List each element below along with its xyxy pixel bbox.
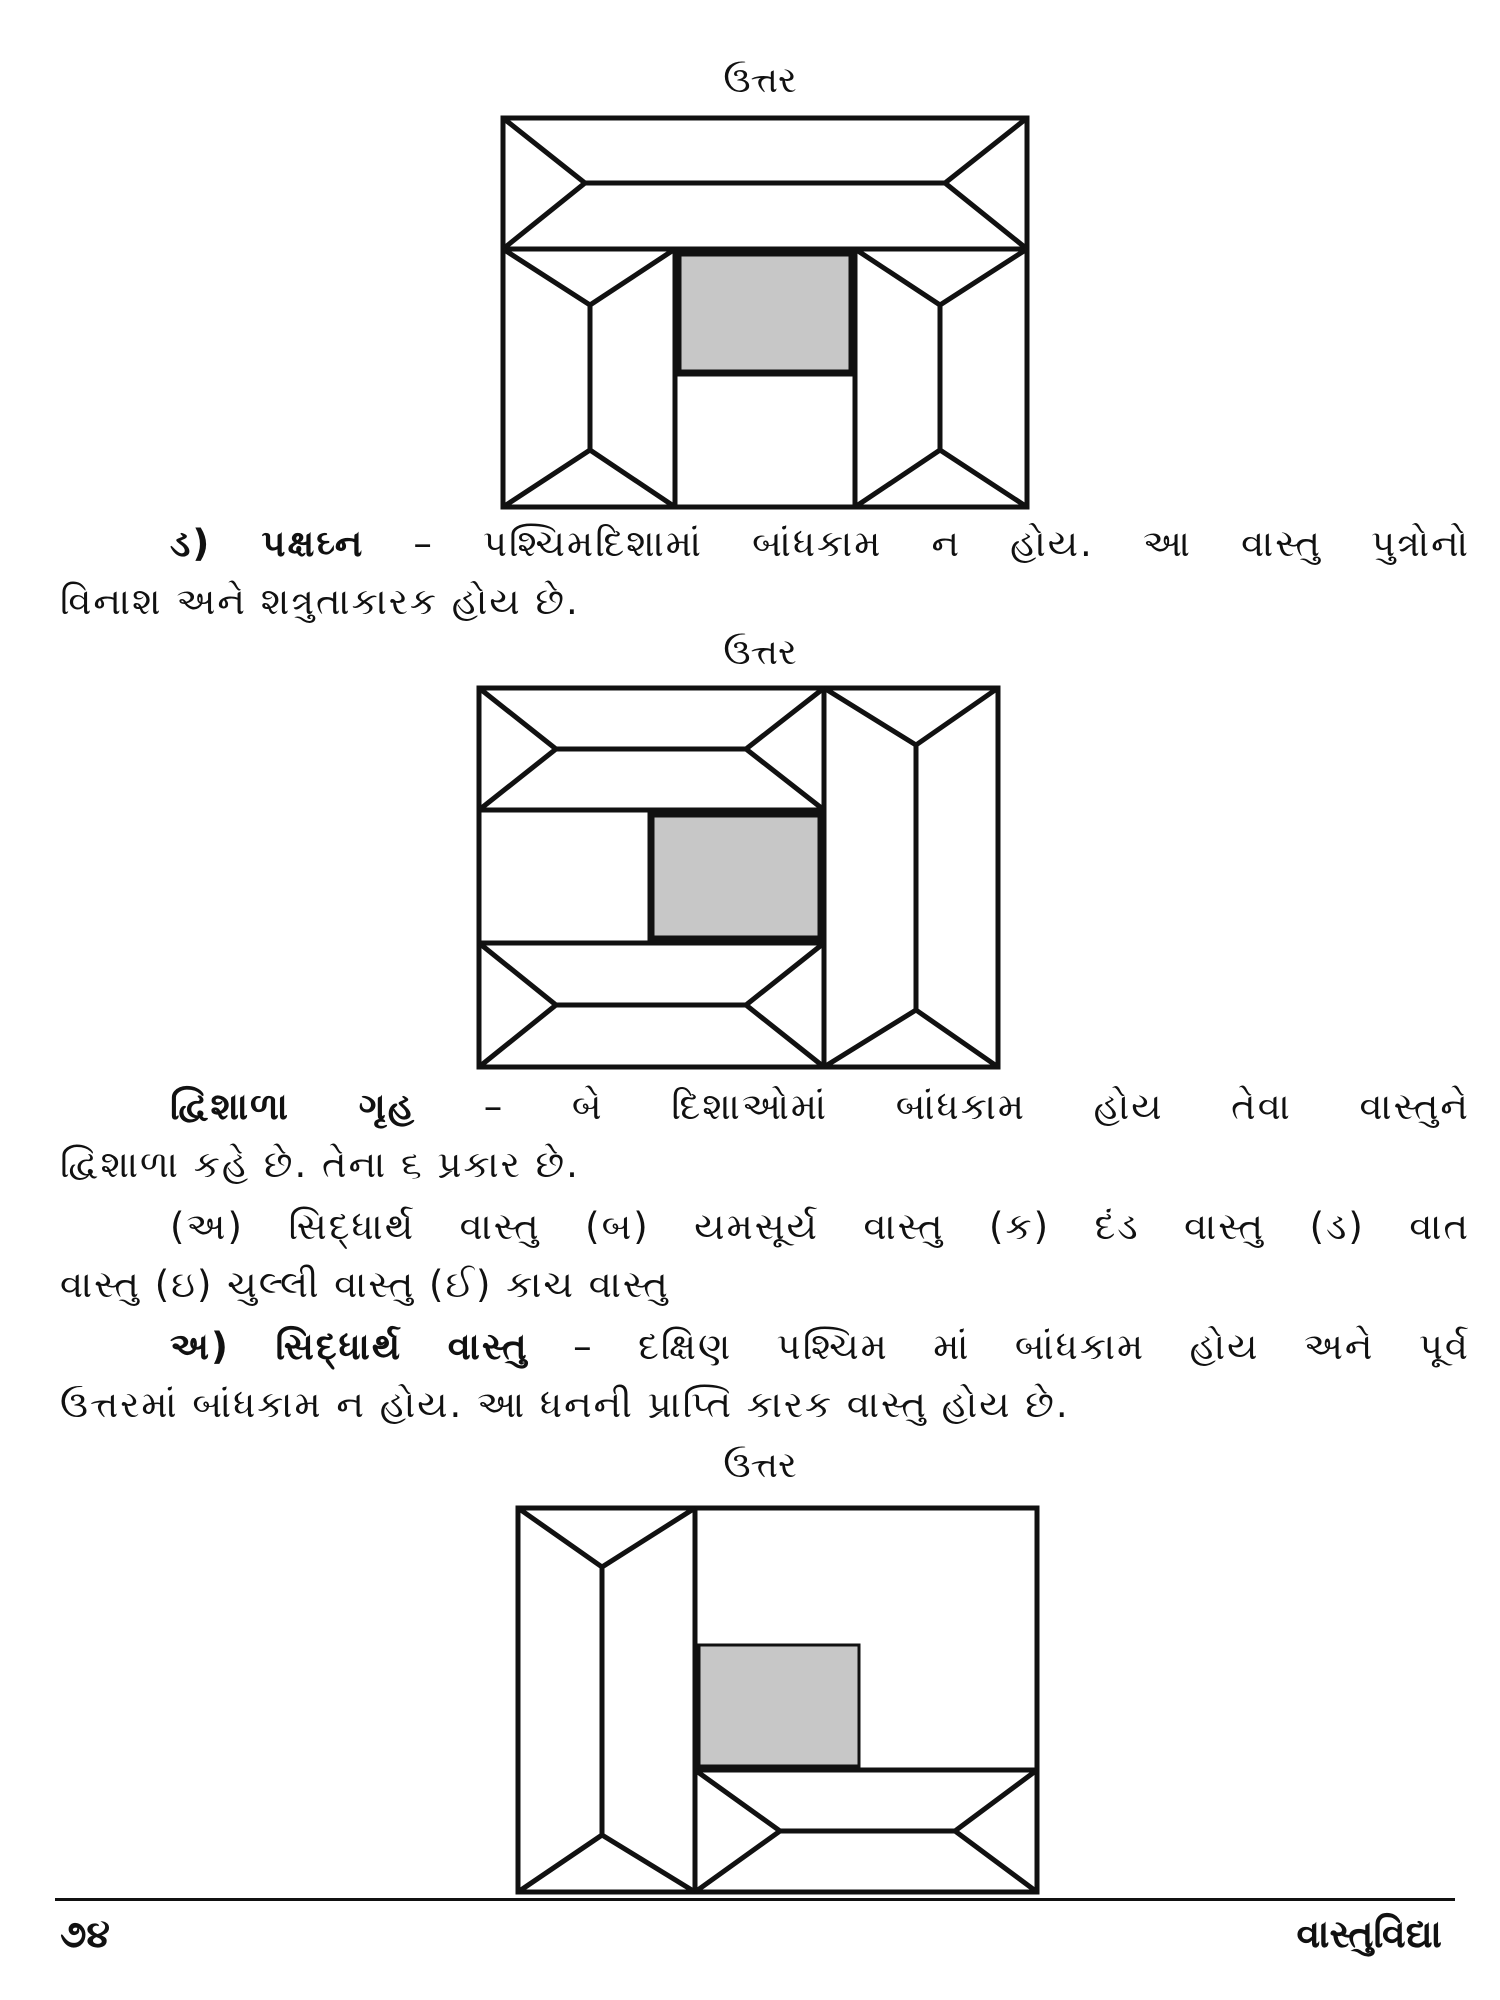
text: – બે દિશાઓમાં બાંધકામ હોય તેવા વાસ્તુને: [416, 1085, 1470, 1128]
text: – પશ્ચિમદિશામાં બાંધકામ ન હોય. આ વાસ્તુ પુત્રોનો: [364, 522, 1470, 565]
text: – દક્ષિણ પશ્ચિમ માં બાંધકામ હોય અને પૂર્વ: [528, 1325, 1470, 1368]
page-number: ૭૪: [60, 1912, 110, 1956]
north-label: ઉત્તર: [723, 60, 797, 101]
book-title: વાસ્તુવિદ્યા: [1296, 1912, 1442, 1956]
north-label: ઉત્તર: [723, 1445, 797, 1486]
floor-plan-diagram-1: [500, 115, 1030, 510]
floor-plan-diagram-2: [476, 685, 1001, 1070]
heading-pakshaghna: ડ) પક્ષઘ્ન: [170, 522, 365, 565]
paragraph-siddharth: [60, 1318, 1470, 1376]
paragraph-pakshaghna: [60, 515, 1470, 573]
paragraph-dvishala-line2: દ્વિશાળા કહે છે. તેના ૬ પ્રકાર છે.: [60, 1143, 580, 1186]
footer-rule: [55, 1898, 1455, 1901]
north-label: ઉત્તર: [723, 632, 797, 673]
heading-dvishala-griha: દ્વિશાળા ગૃહ: [170, 1085, 417, 1128]
paragraph-dvishala: [60, 1078, 1470, 1136]
types-list-line1: (અ) સિદ્ધાર્થ વાસ્તુ (બ) યમસૂર્ય વાસ્તુ (ક) દંડ વાસ્તુ (ડ) વાત: [170, 1205, 1470, 1248]
floor-plan-diagram-3: [515, 1505, 1040, 1895]
paragraph-siddharth-line2: ઉત્તરમાં બાંધકામ ન હોય. આ ધનની પ્રાપ્તિ કારક વાસ્તુ હોય છે.: [60, 1383, 1070, 1426]
paragraph-pakshaghna-line2: વિનાશ અને શત્રુતાકારક હોય છે.: [60, 580, 580, 623]
heading-siddharth-vastu: અ) સિદ્ધાર્થ વાસ્તુ: [170, 1325, 529, 1368]
types-list-line2: વાસ્તુ (ઇ) ચુલ્લી વાસ્તુ (ઈ) કાચ વાસ્તુ: [60, 1263, 670, 1306]
